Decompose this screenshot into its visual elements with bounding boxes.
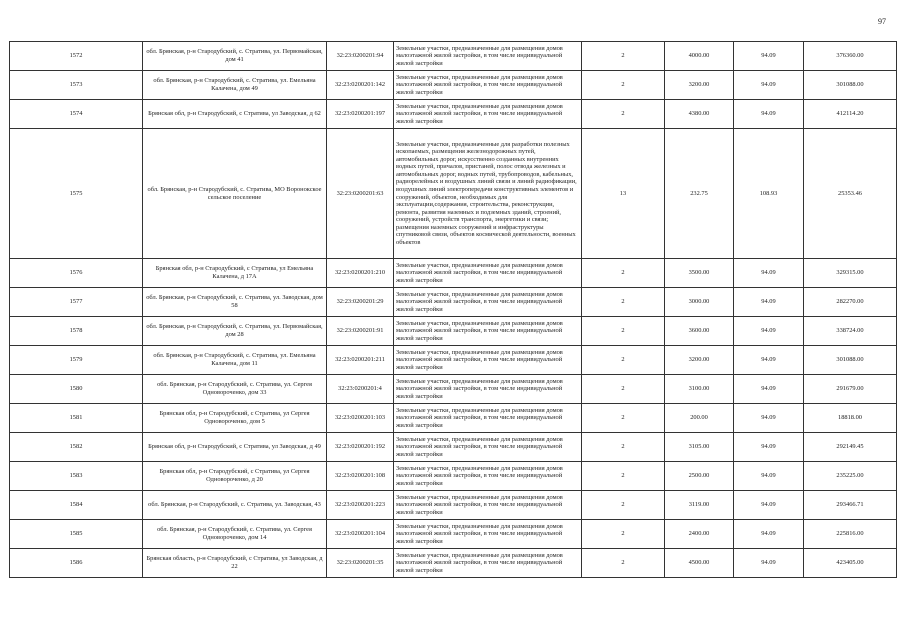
address-cell: Брянская обл, р-н Стародубский, с Стратива, ул Сергея Одновороченко, д 20 bbox=[143, 462, 327, 491]
cadastral-value-cell: 329315.00 bbox=[804, 259, 897, 288]
table-row bbox=[10, 100, 897, 129]
land-use-code-cell: 2 bbox=[582, 549, 665, 578]
land-use-cell: Земельные участки, предназначенные для размещения домов малоэтажной жилой застройки, в том числе индивидуальной жилой застройки bbox=[394, 462, 582, 491]
area-cell: 3600.00 bbox=[665, 317, 734, 346]
land-use-cell: Земельные участки, предназначенные для размещения домов малоэтажной жилой застройки, в том числе индивидуальной жилой застройки bbox=[394, 288, 582, 317]
area-cell: 200.00 bbox=[665, 404, 734, 433]
land-use-cell: Земельные участки, предназначенные для размещения домов малоэтажной жилой застройки, в том числе индивидуальной жилой застройки bbox=[394, 549, 582, 578]
address-cell: обл. Брянская, р-н Стародубский, с. Стратива, ул. Заводская, дом 58 bbox=[143, 288, 327, 317]
cadastral-number-cell: 32:23:0200201:94 bbox=[327, 42, 394, 71]
parcel-number-cell: 1578 bbox=[10, 317, 143, 346]
land-use-cell: Земельные участки, предназначенные для размещения домов малоэтажной жилой застройки, в том числе индивидуальной жилой застройки bbox=[394, 375, 582, 404]
table-row bbox=[10, 71, 897, 100]
table-row bbox=[10, 520, 897, 549]
parcel-number-cell: 1579 bbox=[10, 346, 143, 375]
land-use-cell: Земельные участки, предназначенные для размещения домов малоэтажной жилой застройки, в том числе индивидуальной жилой застройки bbox=[394, 346, 582, 375]
address-cell: обл. Брянская, р-н Стародубский, с. Стратива, ул. Емельяна Калачена, дом 49 bbox=[143, 71, 327, 100]
land-use-cell: Земельные участки, предназначенные для разработки полезных ископаемых, размещения железнодорожных путей, автомобильных дорог, искусственно созданных внутренних водных путей, причалов, пристаней, полос отвода железных и автомобильных дорог, водных путей, трубопроводов, кабельных, радиорелейных и воздушных линий связи и линий радиофикации, воздушных линий электропередачи конструктивных элементов и сооружений, объектов, необходимых для эксплуатации,содержания, строительства, реконструкции, ремонта, развития наземных и подземных зданий, строений, сооружений, устройств транспорта, энергетики и связи; размещения наземных сооружений и инфраструктуры спутниковой связи, объектов космической деятельности, военных объектов bbox=[394, 129, 582, 259]
address-cell: обл. Брянская, р-н Стародубский, с. Стратива, ул. Первомайская, дом 28 bbox=[143, 317, 327, 346]
land-use-code-cell: 13 bbox=[582, 129, 665, 259]
cadastral-rate-cell: 94.09 bbox=[734, 259, 804, 288]
cadastral-rate-cell: 94.09 bbox=[734, 491, 804, 520]
cadastral-number-cell: 32:23:0200201:29 bbox=[327, 288, 394, 317]
cadastral-number-cell: 32:23:0200201:103 bbox=[327, 404, 394, 433]
address-cell: Брянская обл, р-н Стародубский, с Стратива, ул Заводская, д 62 bbox=[143, 100, 327, 129]
land-use-code-cell: 2 bbox=[582, 288, 665, 317]
address-cell: Брянская обл, р-н Стародубский, с Стратива, ул Емельяна Калачена, д 17А bbox=[143, 259, 327, 288]
cadastral-number-cell: 32:23:0200201:108 bbox=[327, 462, 394, 491]
area-cell: 4380.00 bbox=[665, 100, 734, 129]
land-use-code-cell: 2 bbox=[582, 404, 665, 433]
cadastral-value-cell: 225816.00 bbox=[804, 520, 897, 549]
land-use-code-cell: 2 bbox=[582, 433, 665, 462]
land-use-cell: Земельные участки, предназначенные для размещения домов малоэтажной жилой застройки, в том числе индивидуальной жилой застройки bbox=[394, 433, 582, 462]
address-cell: Брянская область, р-н Стародубский, с Стратива, ул Заводская, д 22 bbox=[143, 549, 327, 578]
parcel-number-cell: 1584 bbox=[10, 491, 143, 520]
cadastral-number-cell: 32:23:0200201:104 bbox=[327, 520, 394, 549]
table-row bbox=[10, 129, 897, 259]
cadastral-rate-cell: 94.09 bbox=[734, 462, 804, 491]
parcel-number-cell: 1577 bbox=[10, 288, 143, 317]
table-row bbox=[10, 317, 897, 346]
parcel-number-cell: 1581 bbox=[10, 404, 143, 433]
cadastral-number-cell: 32:23:0200201:4 bbox=[327, 375, 394, 404]
area-cell: 4000.00 bbox=[665, 42, 734, 71]
parcel-number-cell: 1585 bbox=[10, 520, 143, 549]
land-use-code-cell: 2 bbox=[582, 100, 665, 129]
parcel-number-cell: 1572 bbox=[10, 42, 143, 71]
land-use-cell: Земельные участки, предназначенные для размещения домов малоэтажной жилой застройки, в том числе индивидуальной жилой застройки bbox=[394, 71, 582, 100]
table-row bbox=[10, 259, 897, 288]
cadastral-value-cell: 293466.71 bbox=[804, 491, 897, 520]
cadastral-value-cell: 235225.00 bbox=[804, 462, 897, 491]
land-use-cell: Земельные участки, предназначенные для размещения домов малоэтажной жилой застройки, в том числе индивидуальной жилой застройки bbox=[394, 42, 582, 71]
cadastral-value-cell: 301088.00 bbox=[804, 346, 897, 375]
table-body bbox=[10, 42, 897, 578]
cadastral-value-cell: 338724.00 bbox=[804, 317, 897, 346]
area-cell: 4500.00 bbox=[665, 549, 734, 578]
cadastral-value-cell: 282270.00 bbox=[804, 288, 897, 317]
land-use-cell: Земельные участки, предназначенные для размещения домов малоэтажной жилой застройки, в том числе индивидуальной жилой застройки bbox=[394, 404, 582, 433]
address-cell: обл. Брянская, р-н Стародубский, с. Стратива, МО Воронокское сельское поселение bbox=[143, 129, 327, 259]
cadastral-rate-cell: 94.09 bbox=[734, 433, 804, 462]
area-cell: 3200.00 bbox=[665, 71, 734, 100]
cadastral-number-cell: 32:23:0200201:210 bbox=[327, 259, 394, 288]
parcel-number-cell: 1576 bbox=[10, 259, 143, 288]
address-cell: обл. Брянская, р-н Стародубский, с. Стратива, ул. Первомайская, дом 41 bbox=[143, 42, 327, 71]
land-use-cell: Земельные участки, предназначенные для размещения домов малоэтажной жилой застройки, в том числе индивидуальной жилой застройки bbox=[394, 317, 582, 346]
cadastral-value-cell: 291679.00 bbox=[804, 375, 897, 404]
parcel-number-cell: 1574 bbox=[10, 100, 143, 129]
cadastral-rate-cell: 94.09 bbox=[734, 288, 804, 317]
cadastral-number-cell: 32:23:0200201:35 bbox=[327, 549, 394, 578]
address-cell: обл. Брянская, р-н Стародубский, с. Стратива, ул. Сергея Одновороченко, дом 14 bbox=[143, 520, 327, 549]
cadastral-number-cell: 32:23:0200201:197 bbox=[327, 100, 394, 129]
cadastral-value-cell: 301088.00 bbox=[804, 71, 897, 100]
land-use-cell: Земельные участки, предназначенные для размещения домов малоэтажной жилой застройки, в том числе индивидуальной жилой застройки bbox=[394, 259, 582, 288]
cadastral-rate-cell: 94.09 bbox=[734, 100, 804, 129]
land-use-code-cell: 2 bbox=[582, 259, 665, 288]
area-cell: 3200.00 bbox=[665, 346, 734, 375]
cadastral-value-cell: 423405.00 bbox=[804, 549, 897, 578]
area-cell: 3119.00 bbox=[665, 491, 734, 520]
table-row bbox=[10, 375, 897, 404]
area-cell: 3000.00 bbox=[665, 288, 734, 317]
parcel-number-cell: 1573 bbox=[10, 71, 143, 100]
area-cell: 3105.00 bbox=[665, 433, 734, 462]
parcel-number-cell: 1586 bbox=[10, 549, 143, 578]
table-row bbox=[10, 346, 897, 375]
area-cell: 2400.00 bbox=[665, 520, 734, 549]
address-cell: обл. Брянская, р-н Стародубский, с. Стратива, ул. Сергея Одновороченко, дом 33 bbox=[143, 375, 327, 404]
land-use-cell: Земельные участки, предназначенные для размещения домов малоэтажной жилой застройки, в том числе индивидуальной жилой застройки bbox=[394, 520, 582, 549]
cadastral-value-cell: 292149.45 bbox=[804, 433, 897, 462]
cadastral-number-cell: 32:23:0200201:223 bbox=[327, 491, 394, 520]
table-row bbox=[10, 433, 897, 462]
cadastral-rate-cell: 94.09 bbox=[734, 375, 804, 404]
cadastral-value-cell: 412114.20 bbox=[804, 100, 897, 129]
land-register-table bbox=[9, 41, 897, 578]
address-cell: Брянская обл, р-н Стародубский, с Стратива, ул Заводская, д 49 bbox=[143, 433, 327, 462]
table-row bbox=[10, 549, 897, 578]
cadastral-rate-cell: 94.09 bbox=[734, 520, 804, 549]
cadastral-number-cell: 32:23:0200201:142 bbox=[327, 71, 394, 100]
table-row bbox=[10, 42, 897, 71]
cadastral-value-cell: 18818.00 bbox=[804, 404, 897, 433]
area-cell: 3500.00 bbox=[665, 259, 734, 288]
address-cell: обл. Брянская, р-н Стародубский, с. Стратива, ул. Емельяна Калачена, дом 11 bbox=[143, 346, 327, 375]
land-use-cell: Земельные участки, предназначенные для размещения домов малоэтажной жилой застройки, в том числе индивидуальной жилой застройки bbox=[394, 100, 582, 129]
land-use-code-cell: 2 bbox=[582, 520, 665, 549]
area-cell: 232.75 bbox=[665, 129, 734, 259]
cadastral-number-cell: 32:23:0200201:192 bbox=[327, 433, 394, 462]
parcel-number-cell: 1575 bbox=[10, 129, 143, 259]
cadastral-value-cell: 376360.00 bbox=[804, 42, 897, 71]
cadastral-rate-cell: 94.09 bbox=[734, 317, 804, 346]
address-cell: обл. Брянская, р-н Стародубский, с. Стратива, ул. Заводская, 43 bbox=[143, 491, 327, 520]
cadastral-number-cell: 32:23:0200201:211 bbox=[327, 346, 394, 375]
area-cell: 2500.00 bbox=[665, 462, 734, 491]
cadastral-rate-cell: 94.09 bbox=[734, 42, 804, 71]
land-use-code-cell: 2 bbox=[582, 317, 665, 346]
page-number: 97 bbox=[878, 17, 886, 26]
land-use-code-cell: 2 bbox=[582, 346, 665, 375]
land-use-code-cell: 2 bbox=[582, 71, 665, 100]
land-use-code-cell: 2 bbox=[582, 491, 665, 520]
cadastral-rate-cell: 94.09 bbox=[734, 404, 804, 433]
cadastral-number-cell: 32:23:0200201:63 bbox=[327, 129, 394, 259]
land-use-code-cell: 2 bbox=[582, 42, 665, 71]
area-cell: 3100.00 bbox=[665, 375, 734, 404]
address-cell: Брянская обл, р-н Стародубский, с Стратива, ул Сергея Одновороченко, дом 5 bbox=[143, 404, 327, 433]
table-row bbox=[10, 462, 897, 491]
cadastral-rate-cell: 94.09 bbox=[734, 71, 804, 100]
table-row bbox=[10, 288, 897, 317]
table-row bbox=[10, 491, 897, 520]
table-row bbox=[10, 404, 897, 433]
parcel-number-cell: 1583 bbox=[10, 462, 143, 491]
cadastral-rate-cell: 94.09 bbox=[734, 346, 804, 375]
cadastral-rate-cell: 94.09 bbox=[734, 549, 804, 578]
land-use-code-cell: 2 bbox=[582, 462, 665, 491]
cadastral-number-cell: 32:23:0200201:91 bbox=[327, 317, 394, 346]
land-use-cell: Земельные участки, предназначенные для размещения домов малоэтажной жилой застройки, в том числе индивидуальной жилой застройки bbox=[394, 491, 582, 520]
parcel-number-cell: 1582 bbox=[10, 433, 143, 462]
parcel-number-cell: 1580 bbox=[10, 375, 143, 404]
cadastral-rate-cell: 108.93 bbox=[734, 129, 804, 259]
land-use-code-cell: 2 bbox=[582, 375, 665, 404]
cadastral-value-cell: 25353.46 bbox=[804, 129, 897, 259]
